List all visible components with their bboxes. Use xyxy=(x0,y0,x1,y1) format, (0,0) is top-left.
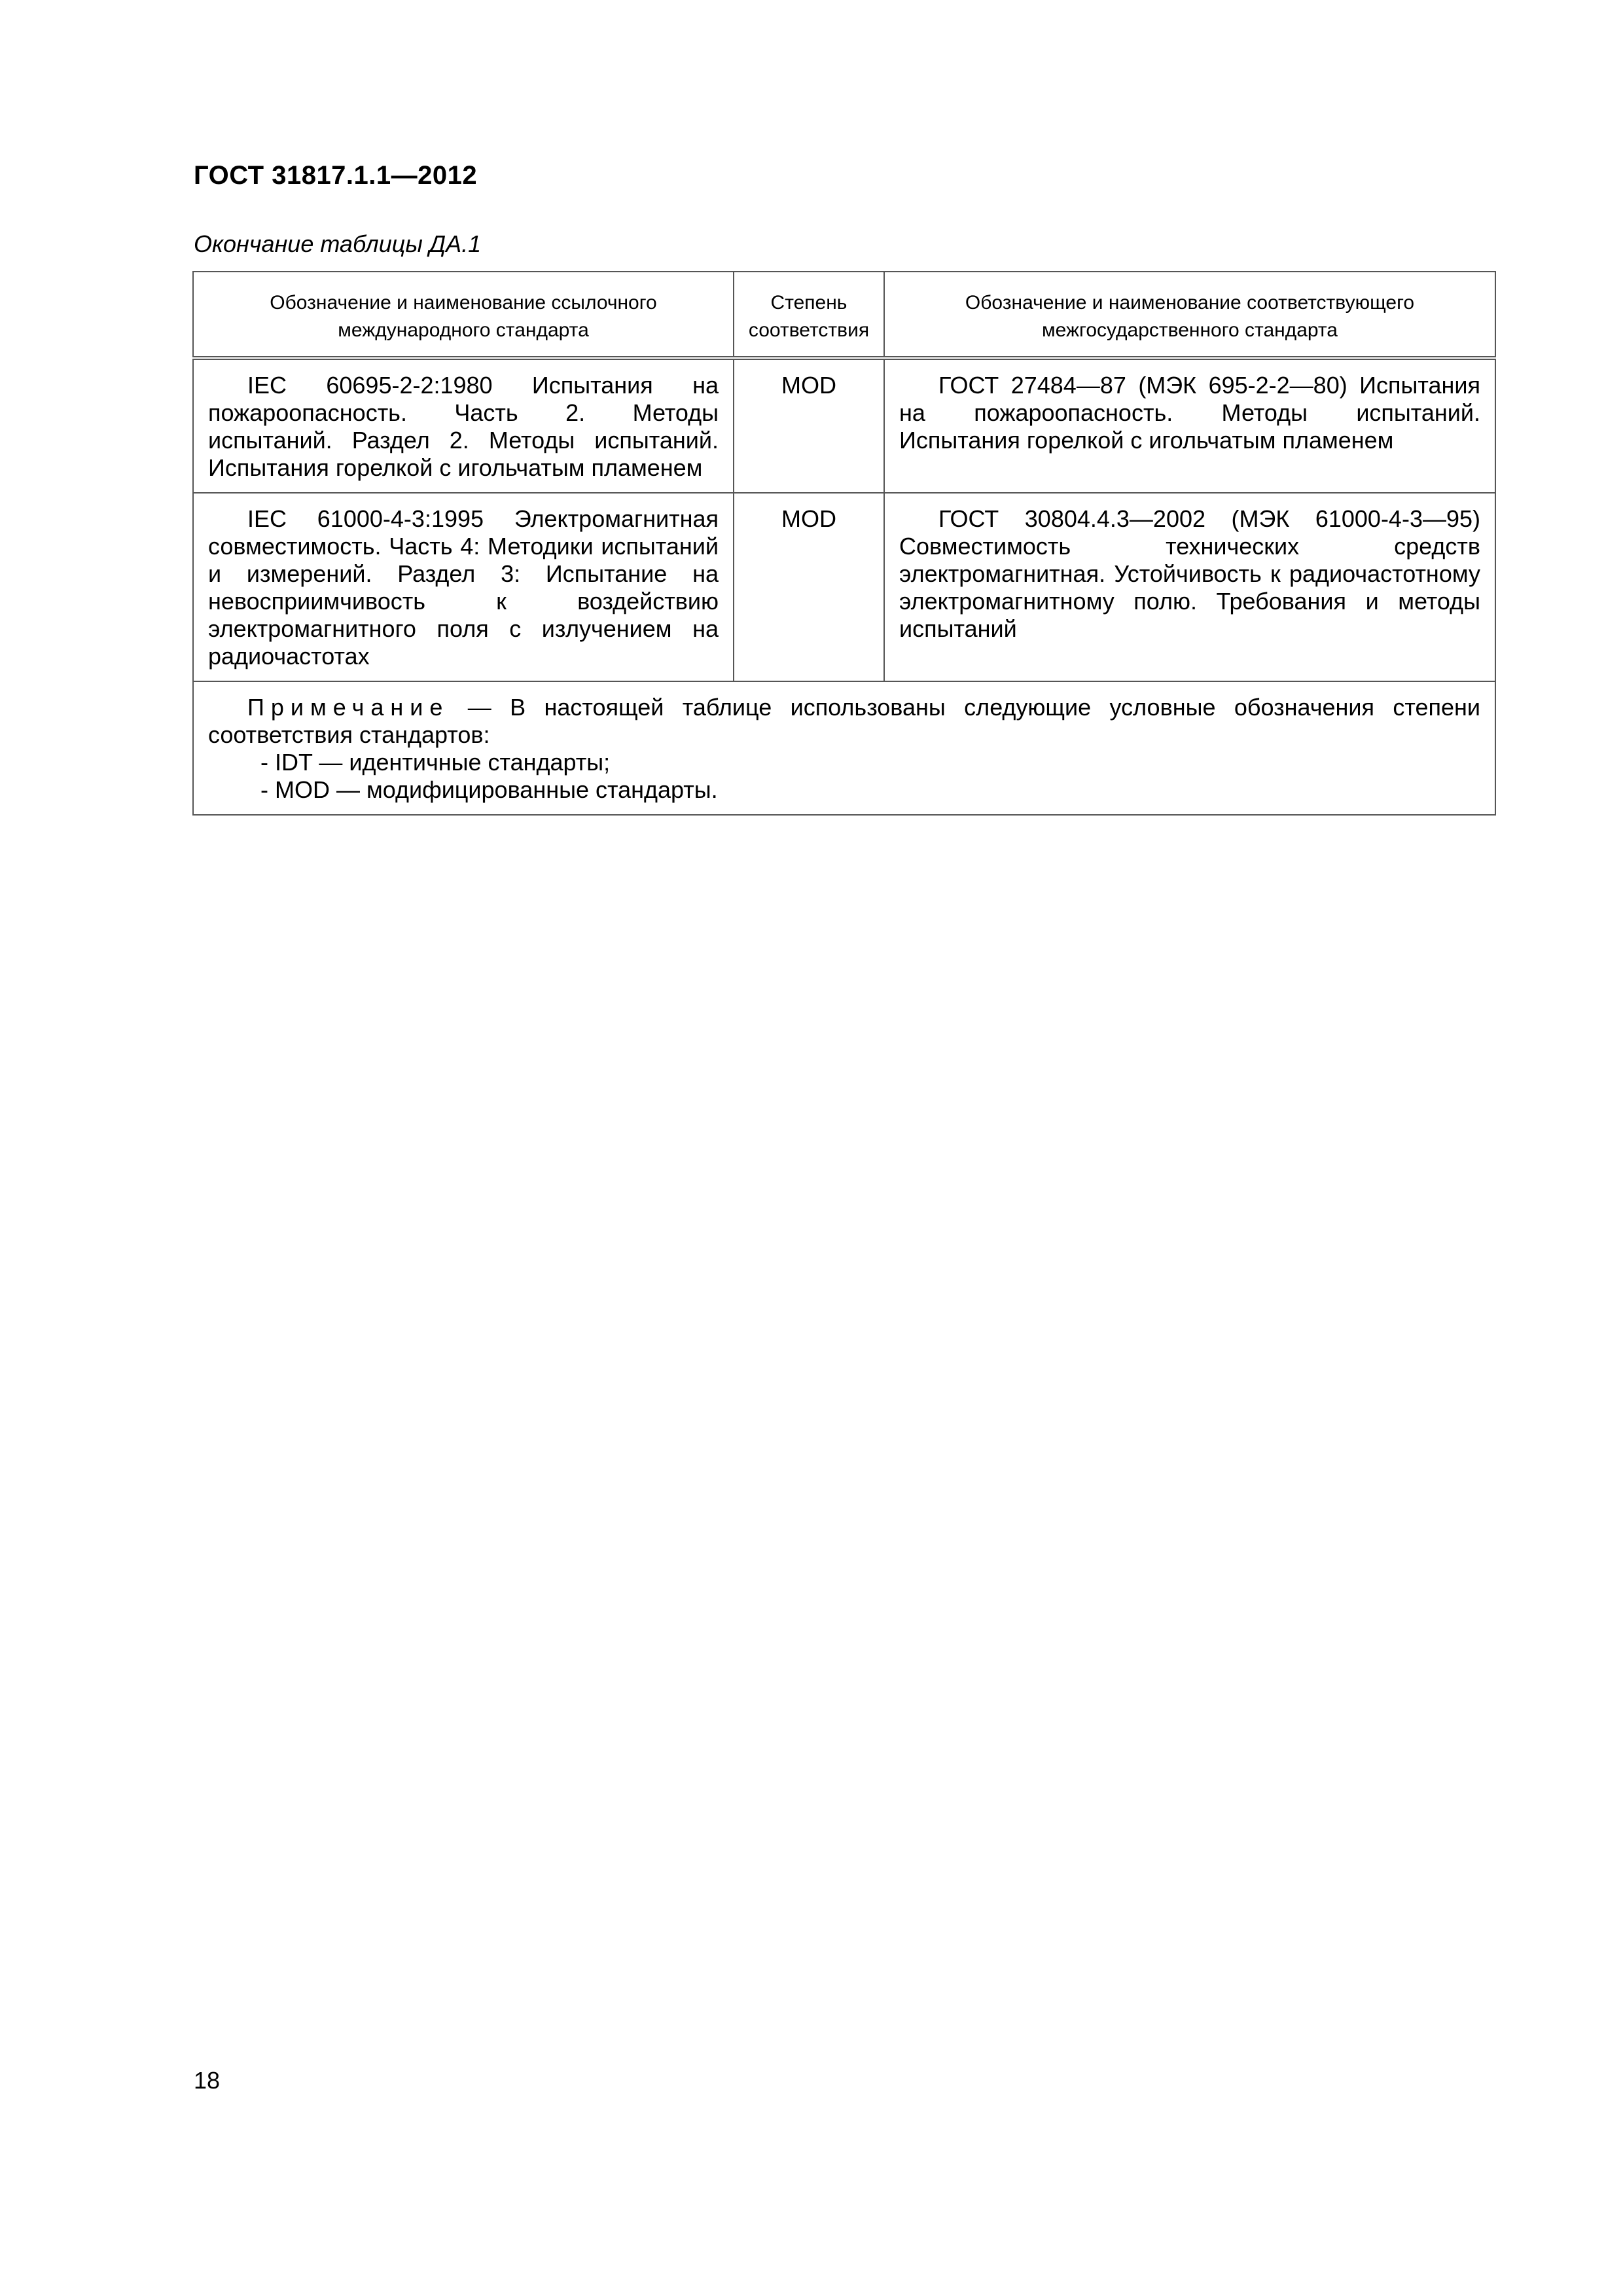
note-label: Примечание xyxy=(247,694,450,721)
note-body: — В настоящей таблице использованы следующие условные обозначения степени соответствия стандартов: xyxy=(208,694,1480,748)
table-note xyxy=(193,681,1495,815)
column-header-interstate: Обозначение и наименование соответствующего межгосударственного стандарта xyxy=(884,272,1495,358)
table-row xyxy=(193,358,1495,493)
column-header-international: Обозначение и наименование ссылочного международного стандарта xyxy=(193,272,734,358)
document-code: ГОСТ 31817.1.1—2012 xyxy=(194,161,478,190)
note-list-item: - IDT — идентичные стандарты; xyxy=(260,749,611,776)
note-text xyxy=(208,694,1480,749)
degree-cell: MOD xyxy=(734,358,884,493)
table-caption: Окончание таблицы ДА.1 xyxy=(194,230,482,257)
table-header-row xyxy=(193,272,1495,358)
table-row xyxy=(193,493,1495,681)
page-number: 18 xyxy=(194,2067,221,2094)
standards-table xyxy=(192,271,1495,816)
column-header-degree: Степень соответствия xyxy=(734,272,884,358)
note-list-item: - MOD — модифицированные стандарты. xyxy=(260,776,718,803)
degree-cell: MOD xyxy=(734,493,884,681)
interstate-standard-cell: ГОСТ 30804.4.3—2002 (МЭК 61000-4-3—95) Совместимость технических средств электромагнитная. Устойчивость к радиочастотному электромагнитному полю. Требования и методы испытаний xyxy=(884,493,1495,681)
interstate-standard-cell: ГОСТ 27484—87 (МЭК 695-2-2—80) Испытания на пожароопасность. Методы испытаний. Испытания горелкой с игольчатым пламенем xyxy=(884,358,1495,493)
international-standard-cell: IEC 60695-2-2:1980 Испытания на пожароопасность. Часть 2. Методы испытаний. Раздел 2. Методы испытаний. Испытания горелкой с игольчатым пламенем xyxy=(193,358,734,493)
international-standard-cell: IEC 61000-4-3:1995 Электромагнитная совместимость. Часть 4: Методики испытаний и измерений. Раздел 3: Испытание на невосприимчивость к воздействию электромагнитного поля с излучением на радиочастотах xyxy=(193,493,734,681)
table-note-row xyxy=(193,681,1495,815)
